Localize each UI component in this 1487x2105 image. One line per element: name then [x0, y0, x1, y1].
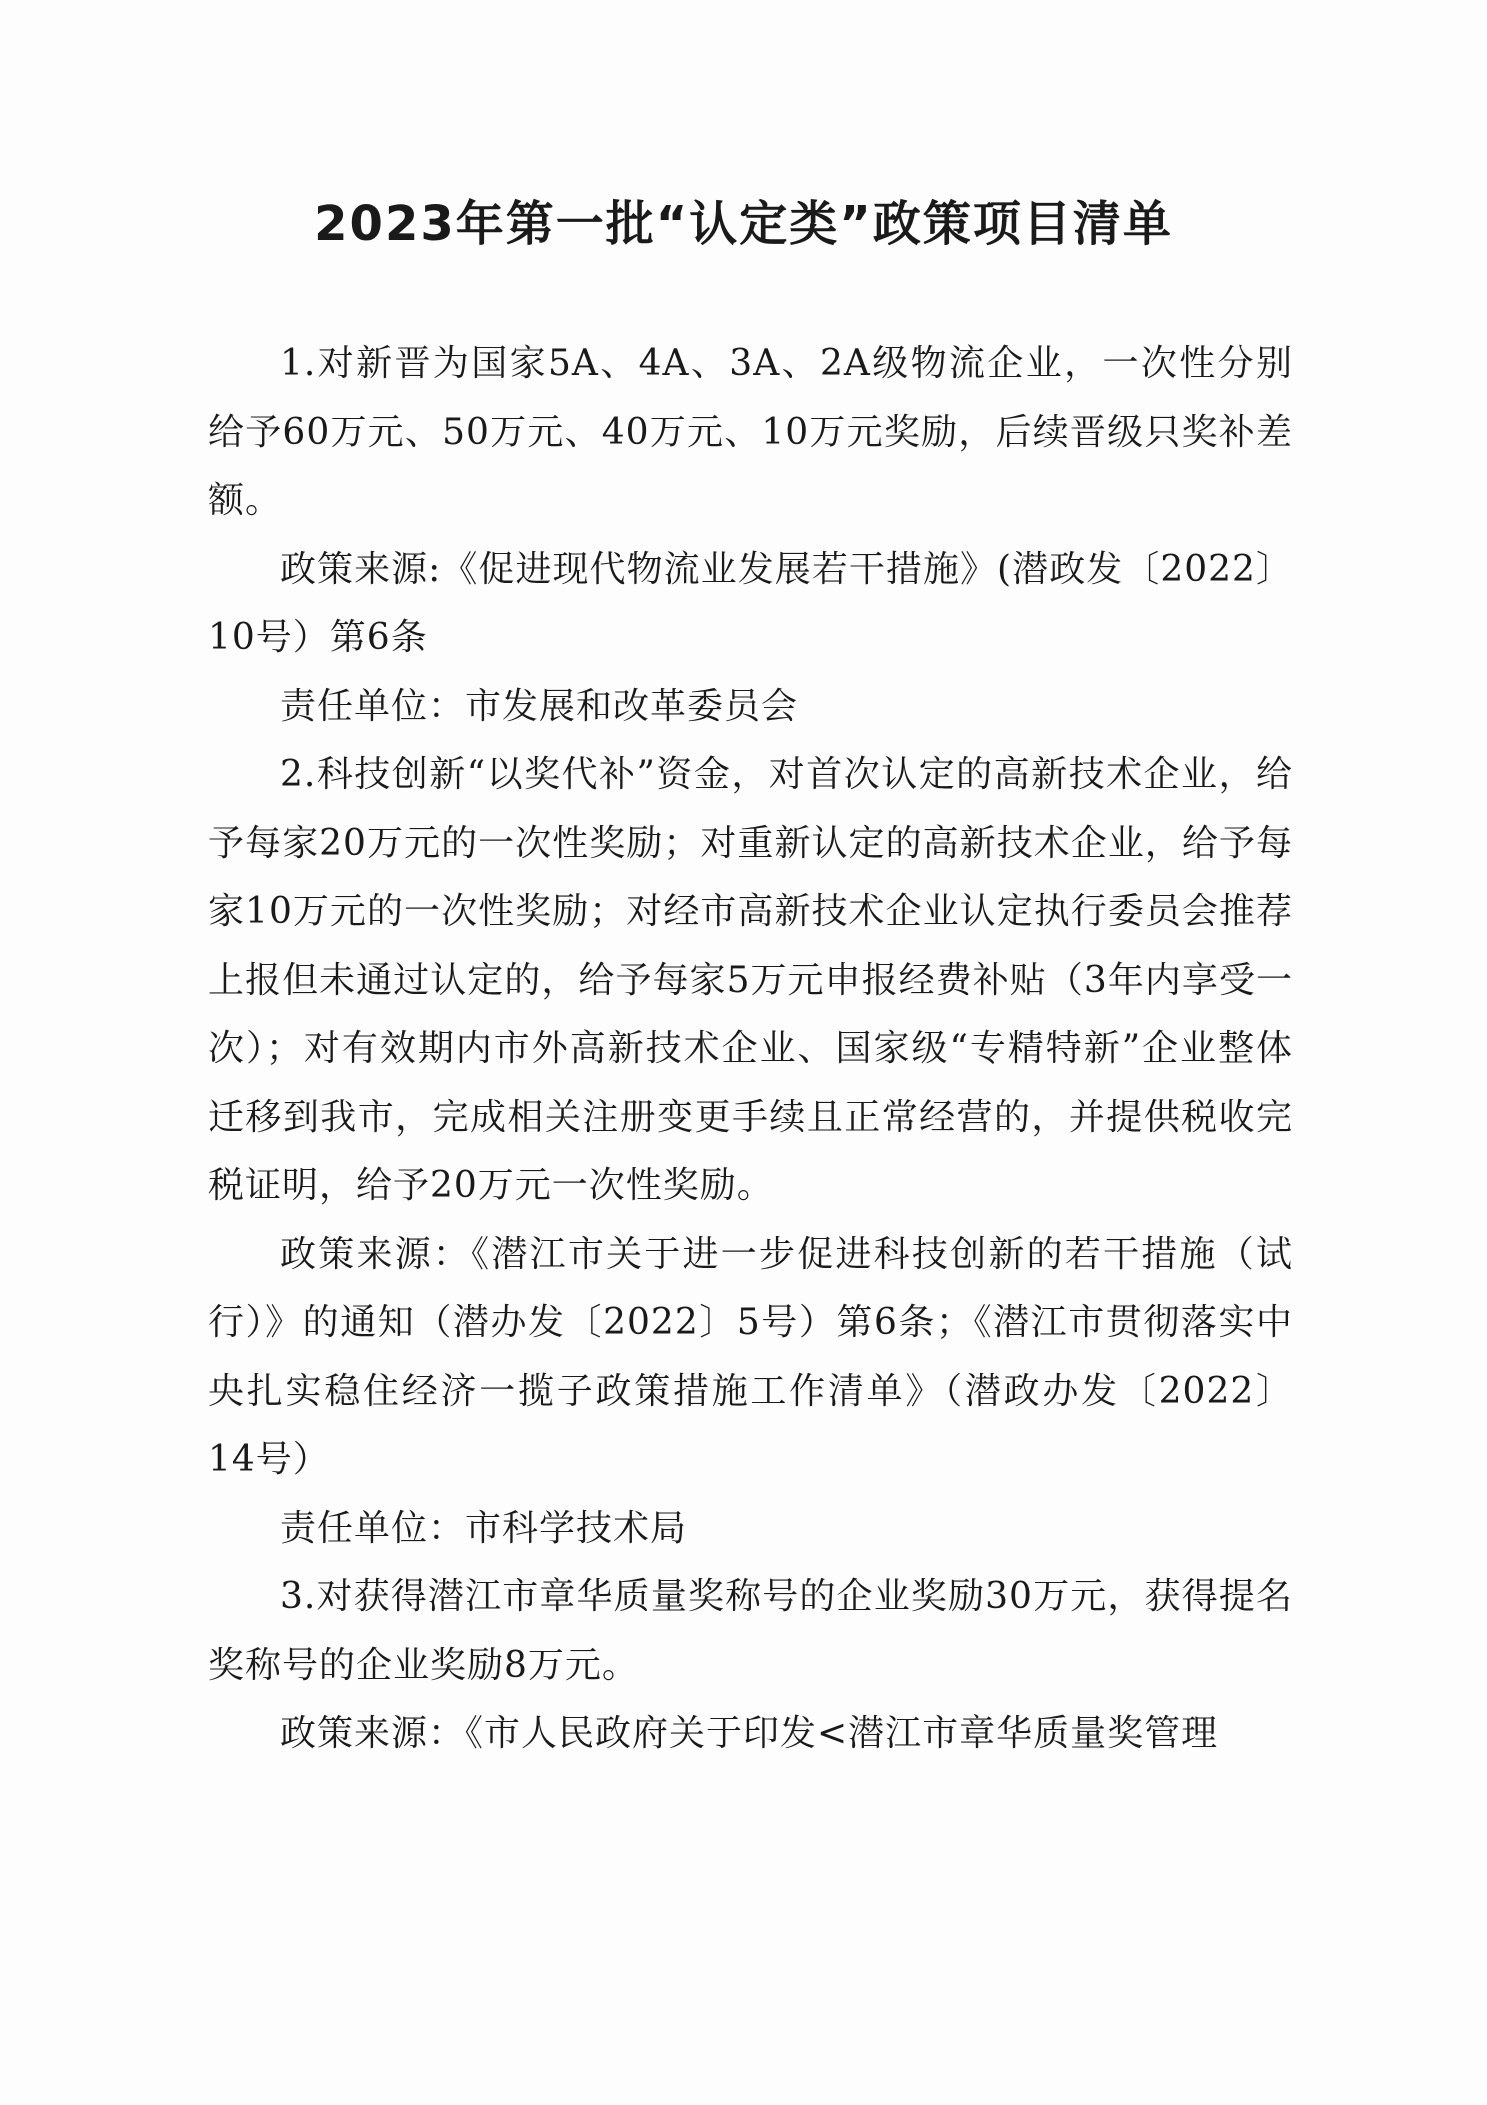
paragraph-item-2: 2.科技创新“以奖代补”资金，对首次认定的高新技术企业，给予每家20万元的一次性奖励；对重新认定的高新技术企业，给予每家10万元的一次性奖励；对经市高新技术企业认定执行委员会推荐上报但未通过认定的，给予每家5万元申报经费补贴（3年内享受一次）；对有效期内市外高新技术企业、国家级“专精特新”企业整体迁移到我市，完成相关注册变更手续且正常经营的，并提供税收完税证明，给予20万元一次性奖励。 — [208, 754, 1293, 1206]
paragraph-item-3: 3.对获得潜江市章华质量奖称号的企业奖励30万元，获得提名奖称号的企业奖励8万元。 — [208, 1576, 1293, 1686]
document-body — [208, 330, 1293, 1769]
responsible-unit-1: 责任单位：市发展和改革委员会 — [280, 685, 799, 727]
responsible-unit-2: 责任单位：市科学技术局 — [280, 1507, 688, 1549]
policy-source-2: 政策来源：《潜江市关于进一步促进科技创新的若干措施（试行）》的通知（潜办发〔2022〕5号）第6条；《潜江市贯彻落实中央扎实稳住经济一揽子政策措施工作清单》（潜政办发〔2022〕14号） — [208, 1233, 1293, 1480]
policy-source-3: 政策来源：《市人民政府关于印发<潜江市章华质量奖管理 — [280, 1713, 1219, 1754]
document-title: 2023年第一批“认定类”政策项目清单 — [314, 196, 1173, 252]
policy-source-1: 政策来源:《促进现代物流业发展若干措施》(潜政发〔2022〕10号）第6条 — [208, 548, 1293, 658]
paragraph-item-1: 1.对新晋为国家5A、4A、3A、2A级物流企业，一次性分别给予60万元、50万元、40万元、10万元奖励，后续晋级只奖补差额。 — [208, 343, 1293, 521]
